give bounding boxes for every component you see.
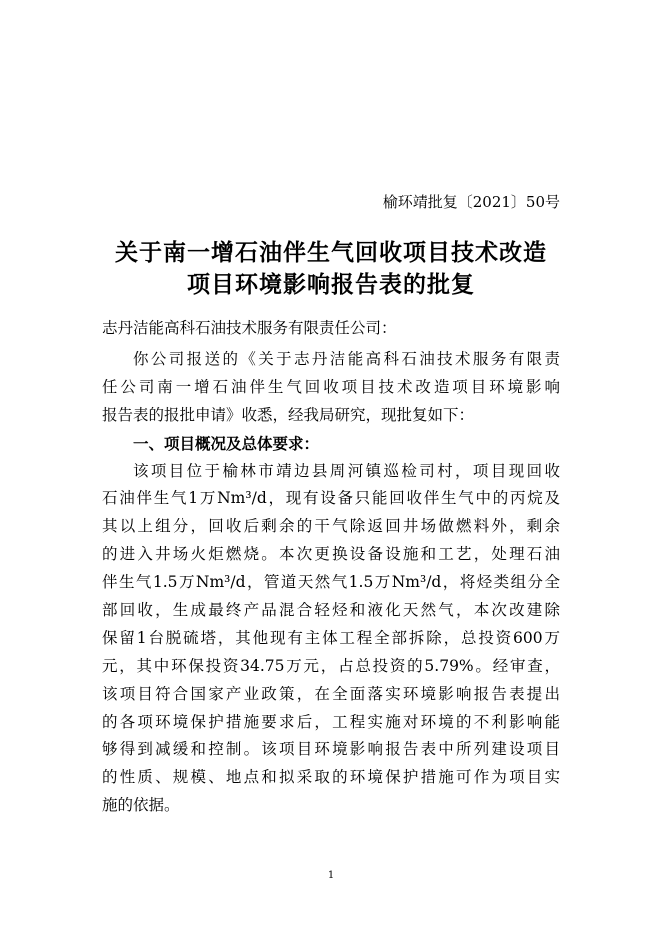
body-line: 的各项环境保护措施要求后，工程实施对环境的不利影响能 (102, 712, 560, 731)
title-line-2: 项目环境影响报告表的批复 (187, 271, 475, 298)
body-line: 你公司报送的《关于志丹洁能高科石油技术服务有限责 (133, 350, 560, 368)
document-body (102, 346, 560, 820)
body-line: 部回收，生成最终产品混合轻烃和液化天然气，本次改建除 (102, 601, 560, 620)
body-line: 报告表的报批申请》收悉，经我局研究，现批复如下： (102, 405, 475, 424)
body-line: 保留1台脱硫塔，其他现有主体工程全部拆除，总投资600万 (102, 628, 560, 647)
document-number: 榆环靖批复〔2021〕50号 (382, 193, 560, 211)
body-line: 施的依据。 (102, 796, 180, 815)
addressee: 志丹洁能高科石油技术服务有限责任公司： (102, 319, 397, 337)
body-line: 任公司南一增石油伴生气回收项目技术改造项目环境影响 (102, 377, 560, 396)
body-line: 元，其中环保投资34.75万元，占总投资的5.79%。经审查， (102, 656, 560, 675)
body-line: 够得到减缓和控制。该项目环境影响报告表中所列建设项目 (102, 740, 560, 759)
body-line: 该项目符合国家产业政策，在全面落实环境影响报告表提出 (102, 684, 560, 703)
page-number: 1 (327, 870, 335, 881)
title-line-1: 关于南一增石油伴生气回收项目技术改造 (115, 239, 547, 266)
body-line: 石油伴生气1万Nm³/d，现有设备只能回收伴生气中的丙烷及 (102, 489, 560, 508)
section-heading: 一、项目概况及总体要求： (133, 433, 320, 453)
body-line: 其以上组分，回收后剩余的干气除返回井场做燃料外，剩余 (102, 517, 560, 536)
body-line: 的性质、规模、地点和拟采取的环境保护措施可作为项目实 (102, 768, 560, 787)
body-line: 该项目位于榆林市靖边县周河镇巡检司村，项目现回收 (133, 461, 560, 480)
body-line: 的进入井场火炬燃烧。本次更换设备设施和工艺，处理石油 (102, 545, 560, 564)
body-line: 伴生气1.5万Nm³/d，管道天然气1.5万Nm³/d，将烃类组分全 (102, 573, 560, 592)
